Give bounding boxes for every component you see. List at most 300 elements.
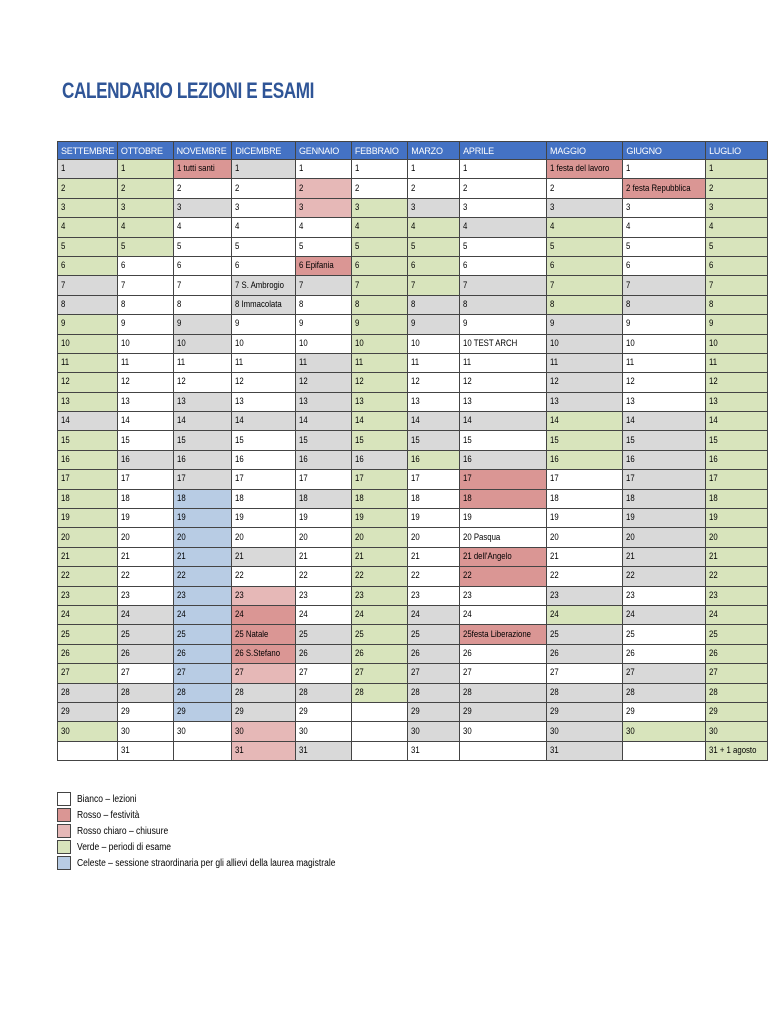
day-cell-aprile: 23	[460, 586, 547, 605]
day-cell-febbraio: 23	[351, 586, 407, 605]
day-cell-marzo: 23	[408, 586, 460, 605]
day-cell-dicembre: 4	[232, 218, 296, 237]
day-cell-dicembre: 23	[232, 586, 296, 605]
day-cell-marzo: 28	[408, 683, 460, 702]
day-cell-settembre: 16	[58, 450, 118, 469]
day-cell-ottobre: 6	[117, 256, 173, 275]
day-cell-novembre: 15	[173, 431, 232, 450]
day-cell-settembre: 26	[58, 644, 118, 663]
day-cell-ottobre: 9	[117, 315, 173, 334]
day-cell-giugno: 14	[623, 412, 706, 431]
day-cell-giugno: 10	[623, 334, 706, 353]
day-cell-marzo: 30	[408, 722, 460, 741]
day-cell-novembre: 10	[173, 334, 232, 353]
day-cell-ottobre: 28	[117, 683, 173, 702]
day-cell-maggio: 12	[547, 373, 623, 392]
month-header: LUGLIO	[706, 142, 768, 160]
day-cell-dicembre: 19	[232, 509, 296, 528]
day-cell-giugno: 5	[623, 237, 706, 256]
day-cell-settembre: 20	[58, 528, 118, 547]
day-cell-maggio: 7	[547, 276, 623, 295]
day-cell-luglio: 20	[706, 528, 768, 547]
day-cell-settembre: 10	[58, 334, 118, 353]
day-cell-aprile	[460, 741, 547, 760]
day-cell-giugno: 11	[623, 353, 706, 372]
day-cell-dicembre: 5	[232, 237, 296, 256]
day-cell-novembre: 12	[173, 373, 232, 392]
day-cell-febbraio: 4	[351, 218, 407, 237]
day-cell-luglio: 25	[706, 625, 768, 644]
day-cell-luglio: 21	[706, 547, 768, 566]
calendar-row	[58, 683, 768, 702]
day-cell-marzo: 2	[408, 179, 460, 198]
day-cell-gennaio: 8	[295, 295, 351, 314]
day-cell-aprile: 29	[460, 702, 547, 721]
day-cell-ottobre: 23	[117, 586, 173, 605]
day-cell-dicembre: 8 Immacolata	[232, 295, 296, 314]
day-cell-maggio: 3	[547, 198, 623, 217]
day-cell-aprile: 4	[460, 218, 547, 237]
month-header: APRILE	[460, 142, 547, 160]
month-header: OTTOBRE	[117, 142, 173, 160]
day-cell-gennaio: 30	[295, 722, 351, 741]
day-cell-dicembre: 26 S.Stefano	[232, 644, 296, 663]
day-cell-ottobre: 30	[117, 722, 173, 741]
day-cell-ottobre: 4	[117, 218, 173, 237]
day-cell-marzo: 9	[408, 315, 460, 334]
day-cell-ottobre: 13	[117, 392, 173, 411]
day-cell-settembre: 23	[58, 586, 118, 605]
day-cell-dicembre: 27	[232, 664, 296, 683]
day-cell-luglio: 22	[706, 567, 768, 586]
day-cell-marzo: 14	[408, 412, 460, 431]
day-cell-giugno: 20	[623, 528, 706, 547]
day-cell-marzo: 22	[408, 567, 460, 586]
day-cell-luglio: 11	[706, 353, 768, 372]
day-cell-giugno	[623, 741, 706, 760]
day-cell-luglio: 16	[706, 450, 768, 469]
day-cell-giugno: 26	[623, 644, 706, 663]
day-cell-luglio: 14	[706, 412, 768, 431]
day-cell-gennaio: 4	[295, 218, 351, 237]
day-cell-febbraio: 28	[351, 683, 407, 702]
day-cell-giugno: 21	[623, 547, 706, 566]
day-cell-ottobre: 24	[117, 605, 173, 624]
day-cell-gennaio: 14	[295, 412, 351, 431]
day-cell-settembre: 13	[58, 392, 118, 411]
day-cell-settembre: 17	[58, 470, 118, 489]
day-cell-maggio: 30	[547, 722, 623, 741]
day-cell-gennaio: 1	[295, 160, 351, 179]
day-cell-gennaio: 29	[295, 702, 351, 721]
day-cell-ottobre: 8	[117, 295, 173, 314]
day-cell-novembre: 25	[173, 625, 232, 644]
day-cell-dicembre: 20	[232, 528, 296, 547]
day-cell-giugno: 22	[623, 567, 706, 586]
day-cell-marzo: 8	[408, 295, 460, 314]
calendar-row	[58, 237, 768, 256]
day-cell-settembre: 29	[58, 702, 118, 721]
calendar-row	[58, 373, 768, 392]
day-cell-ottobre: 21	[117, 547, 173, 566]
day-cell-febbraio: 13	[351, 392, 407, 411]
day-cell-febbraio: 9	[351, 315, 407, 334]
day-cell-luglio: 6	[706, 256, 768, 275]
day-cell-settembre: 24	[58, 605, 118, 624]
day-cell-dicembre: 11	[232, 353, 296, 372]
calendar-row	[58, 470, 768, 489]
day-cell-giugno: 2 festa Repubblica	[623, 179, 706, 198]
day-cell-marzo: 5	[408, 237, 460, 256]
day-cell-settembre: 19	[58, 509, 118, 528]
day-cell-aprile: 16	[460, 450, 547, 469]
day-cell-marzo: 4	[408, 218, 460, 237]
legend-item	[57, 807, 381, 823]
day-cell-luglio: 12	[706, 373, 768, 392]
day-cell-ottobre: 10	[117, 334, 173, 353]
day-cell-gennaio: 2	[295, 179, 351, 198]
calendar-row	[58, 198, 768, 217]
day-cell-febbraio: 7	[351, 276, 407, 295]
day-cell-maggio: 14	[547, 412, 623, 431]
day-cell-gennaio: 13	[295, 392, 351, 411]
day-cell-luglio: 2	[706, 179, 768, 198]
day-cell-maggio: 11	[547, 353, 623, 372]
day-cell-febbraio: 14	[351, 412, 407, 431]
day-cell-marzo: 16	[408, 450, 460, 469]
day-cell-febbraio: 16	[351, 450, 407, 469]
day-cell-giugno: 16	[623, 450, 706, 469]
day-cell-maggio: 8	[547, 295, 623, 314]
day-cell-maggio: 1 festa del lavoro	[547, 160, 623, 179]
day-cell-ottobre: 18	[117, 489, 173, 508]
page-title: CALENDARIO LEZIONI E ESAMI	[62, 78, 315, 103]
day-cell-maggio: 15	[547, 431, 623, 450]
legend-label: Rosso chiaro – chiusure	[77, 825, 169, 837]
day-cell-luglio: 29	[706, 702, 768, 721]
day-cell-novembre: 6	[173, 256, 232, 275]
day-cell-aprile: 17	[460, 470, 547, 489]
day-cell-marzo: 18	[408, 489, 460, 508]
day-cell-dicembre: 29	[232, 702, 296, 721]
day-cell-aprile: 15	[460, 431, 547, 450]
day-cell-dicembre: 12	[232, 373, 296, 392]
calendar-row	[58, 547, 768, 566]
calendar-row	[58, 567, 768, 586]
day-cell-maggio: 24	[547, 605, 623, 624]
day-cell-febbraio: 17	[351, 470, 407, 489]
day-cell-ottobre: 29	[117, 702, 173, 721]
day-cell-novembre: 20	[173, 528, 232, 547]
day-cell-luglio: 19	[706, 509, 768, 528]
day-cell-dicembre: 14	[232, 412, 296, 431]
day-cell-luglio: 8	[706, 295, 768, 314]
day-cell-gennaio: 11	[295, 353, 351, 372]
day-cell-novembre: 13	[173, 392, 232, 411]
day-cell-marzo: 3	[408, 198, 460, 217]
day-cell-giugno: 18	[623, 489, 706, 508]
day-cell-febbraio: 18	[351, 489, 407, 508]
day-cell-dicembre: 7 S. Ambrogio	[232, 276, 296, 295]
day-cell-gennaio: 21	[295, 547, 351, 566]
day-cell-maggio: 31	[547, 741, 623, 760]
day-cell-settembre: 12	[58, 373, 118, 392]
calendar-row	[58, 722, 768, 741]
calendar-row	[58, 509, 768, 528]
day-cell-ottobre: 15	[117, 431, 173, 450]
day-cell-febbraio: 8	[351, 295, 407, 314]
day-cell-dicembre: 31	[232, 741, 296, 760]
day-cell-luglio: 1	[706, 160, 768, 179]
month-header: GIUGNO	[623, 142, 706, 160]
day-cell-dicembre: 10	[232, 334, 296, 353]
day-cell-maggio: 13	[547, 392, 623, 411]
day-cell-ottobre: 31	[117, 741, 173, 760]
day-cell-aprile: 28	[460, 683, 547, 702]
day-cell-gennaio: 3	[295, 198, 351, 217]
legend-label: Celeste – sessione straordinaria per gli allievi della laurea magistrale	[77, 857, 336, 869]
day-cell-novembre: 16	[173, 450, 232, 469]
day-cell-luglio: 3	[706, 198, 768, 217]
day-cell-marzo: 7	[408, 276, 460, 295]
day-cell-settembre	[58, 741, 118, 760]
day-cell-novembre: 29	[173, 702, 232, 721]
day-cell-gennaio: 17	[295, 470, 351, 489]
month-header: GENNAIO	[295, 142, 351, 160]
day-cell-febbraio	[351, 741, 407, 760]
day-cell-ottobre: 16	[117, 450, 173, 469]
day-cell-novembre: 4	[173, 218, 232, 237]
day-cell-febbraio: 27	[351, 664, 407, 683]
day-cell-giugno: 4	[623, 218, 706, 237]
legend-swatch	[57, 808, 71, 822]
day-cell-marzo: 26	[408, 644, 460, 663]
day-cell-gennaio: 19	[295, 509, 351, 528]
calendar-row	[58, 450, 768, 469]
day-cell-gennaio: 7	[295, 276, 351, 295]
day-cell-aprile: 25festa Liberazione	[460, 625, 547, 644]
day-cell-giugno: 7	[623, 276, 706, 295]
day-cell-novembre: 7	[173, 276, 232, 295]
day-cell-aprile: 2	[460, 179, 547, 198]
day-cell-novembre: 21	[173, 547, 232, 566]
day-cell-luglio: 24	[706, 605, 768, 624]
day-cell-luglio: 15	[706, 431, 768, 450]
day-cell-febbraio: 26	[351, 644, 407, 663]
day-cell-giugno: 23	[623, 586, 706, 605]
day-cell-maggio: 5	[547, 237, 623, 256]
day-cell-marzo: 6	[408, 256, 460, 275]
calendar-row	[58, 392, 768, 411]
day-cell-maggio: 28	[547, 683, 623, 702]
calendar-row	[58, 256, 768, 275]
day-cell-giugno: 30	[623, 722, 706, 741]
calendar-row	[58, 218, 768, 237]
day-cell-giugno: 9	[623, 315, 706, 334]
day-cell-maggio: 20	[547, 528, 623, 547]
day-cell-settembre: 6	[58, 256, 118, 275]
day-cell-aprile: 19	[460, 509, 547, 528]
day-cell-marzo: 12	[408, 373, 460, 392]
day-cell-settembre: 21	[58, 547, 118, 566]
day-cell-marzo: 31	[408, 741, 460, 760]
day-cell-marzo: 17	[408, 470, 460, 489]
day-cell-giugno: 6	[623, 256, 706, 275]
month-header: MARZO	[408, 142, 460, 160]
day-cell-dicembre: 18	[232, 489, 296, 508]
calendar-row	[58, 702, 768, 721]
day-cell-marzo: 25	[408, 625, 460, 644]
day-cell-dicembre: 28	[232, 683, 296, 702]
day-cell-ottobre: 7	[117, 276, 173, 295]
day-cell-aprile: 5	[460, 237, 547, 256]
day-cell-luglio: 5	[706, 237, 768, 256]
calendar-row	[58, 295, 768, 314]
day-cell-febbraio: 11	[351, 353, 407, 372]
day-cell-dicembre: 16	[232, 450, 296, 469]
day-cell-dicembre: 13	[232, 392, 296, 411]
day-cell-maggio: 10	[547, 334, 623, 353]
day-cell-ottobre: 27	[117, 664, 173, 683]
calendar-table	[57, 141, 768, 761]
day-cell-luglio: 27	[706, 664, 768, 683]
day-cell-gennaio: 10	[295, 334, 351, 353]
day-cell-luglio: 28	[706, 683, 768, 702]
day-cell-ottobre: 22	[117, 567, 173, 586]
day-cell-aprile: 10 TEST ARCH	[460, 334, 547, 353]
day-cell-giugno: 3	[623, 198, 706, 217]
calendar-row	[58, 315, 768, 334]
day-cell-marzo: 1	[408, 160, 460, 179]
day-cell-novembre: 9	[173, 315, 232, 334]
day-cell-settembre: 4	[58, 218, 118, 237]
day-cell-aprile: 8	[460, 295, 547, 314]
legend-label: Bianco – lezioni	[77, 793, 137, 805]
legend-swatch	[57, 792, 71, 806]
day-cell-settembre: 2	[58, 179, 118, 198]
day-cell-ottobre: 20	[117, 528, 173, 547]
day-cell-gennaio: 18	[295, 489, 351, 508]
day-cell-novembre: 18	[173, 489, 232, 508]
day-cell-maggio: 19	[547, 509, 623, 528]
legend-swatch	[57, 840, 71, 854]
legend-item	[57, 855, 381, 871]
day-cell-giugno: 8	[623, 295, 706, 314]
day-cell-luglio: 10	[706, 334, 768, 353]
calendar-row	[58, 160, 768, 179]
month-header: MAGGIO	[547, 142, 623, 160]
day-cell-marzo: 27	[408, 664, 460, 683]
day-cell-ottobre: 5	[117, 237, 173, 256]
day-cell-dicembre: 1	[232, 160, 296, 179]
day-cell-febbraio: 5	[351, 237, 407, 256]
day-cell-ottobre: 14	[117, 412, 173, 431]
day-cell-aprile: 30	[460, 722, 547, 741]
day-cell-marzo: 20	[408, 528, 460, 547]
day-cell-ottobre: 25	[117, 625, 173, 644]
day-cell-dicembre: 30	[232, 722, 296, 741]
day-cell-giugno: 12	[623, 373, 706, 392]
day-cell-giugno: 13	[623, 392, 706, 411]
day-cell-gennaio: 26	[295, 644, 351, 663]
day-cell-febbraio: 12	[351, 373, 407, 392]
day-cell-gennaio: 12	[295, 373, 351, 392]
day-cell-giugno: 28	[623, 683, 706, 702]
calendar-row	[58, 179, 768, 198]
legend-label: Rosso – festività	[77, 809, 140, 821]
day-cell-dicembre: 3	[232, 198, 296, 217]
day-cell-luglio: 18	[706, 489, 768, 508]
day-cell-gennaio: 24	[295, 605, 351, 624]
calendar-row	[58, 605, 768, 624]
day-cell-giugno: 19	[623, 509, 706, 528]
day-cell-novembre: 14	[173, 412, 232, 431]
calendar-row	[58, 664, 768, 683]
calendar-row	[58, 528, 768, 547]
day-cell-dicembre: 15	[232, 431, 296, 450]
day-cell-febbraio: 20	[351, 528, 407, 547]
day-cell-aprile: 22	[460, 567, 547, 586]
day-cell-settembre: 1	[58, 160, 118, 179]
day-cell-febbraio: 2	[351, 179, 407, 198]
day-cell-febbraio: 1	[351, 160, 407, 179]
day-cell-gennaio: 25	[295, 625, 351, 644]
day-cell-maggio: 25	[547, 625, 623, 644]
day-cell-aprile: 24	[460, 605, 547, 624]
day-cell-ottobre: 26	[117, 644, 173, 663]
day-cell-aprile: 11	[460, 353, 547, 372]
day-cell-giugno: 29	[623, 702, 706, 721]
day-cell-novembre: 5	[173, 237, 232, 256]
calendar-row	[58, 353, 768, 372]
day-cell-settembre: 7	[58, 276, 118, 295]
day-cell-maggio: 6	[547, 256, 623, 275]
day-cell-giugno: 15	[623, 431, 706, 450]
calendar-row	[58, 412, 768, 431]
day-cell-febbraio: 6	[351, 256, 407, 275]
day-cell-gennaio: 16	[295, 450, 351, 469]
day-cell-settembre: 18	[58, 489, 118, 508]
legend-swatch	[57, 856, 71, 870]
calendar-row	[58, 334, 768, 353]
day-cell-maggio: 16	[547, 450, 623, 469]
day-cell-febbraio	[351, 722, 407, 741]
day-cell-dicembre: 25 Natale	[232, 625, 296, 644]
day-cell-luglio: 26	[706, 644, 768, 663]
day-cell-aprile: 18	[460, 489, 547, 508]
legend-label: Verde – periodi di esame	[77, 841, 172, 853]
month-header: DICEMBRE	[232, 142, 296, 160]
month-header-row	[58, 142, 768, 160]
day-cell-aprile: 9	[460, 315, 547, 334]
day-cell-giugno: 25	[623, 625, 706, 644]
day-cell-febbraio: 21	[351, 547, 407, 566]
day-cell-novembre	[173, 741, 232, 760]
day-cell-marzo: 21	[408, 547, 460, 566]
day-cell-settembre: 3	[58, 198, 118, 217]
day-cell-novembre: 23	[173, 586, 232, 605]
day-cell-febbraio: 15	[351, 431, 407, 450]
day-cell-dicembre: 17	[232, 470, 296, 489]
day-cell-luglio: 23	[706, 586, 768, 605]
day-cell-settembre: 30	[58, 722, 118, 741]
day-cell-settembre: 15	[58, 431, 118, 450]
day-cell-maggio: 2	[547, 179, 623, 198]
day-cell-ottobre: 1	[117, 160, 173, 179]
day-cell-novembre: 1 tutti santi	[173, 160, 232, 179]
day-cell-novembre: 8	[173, 295, 232, 314]
day-cell-settembre: 14	[58, 412, 118, 431]
